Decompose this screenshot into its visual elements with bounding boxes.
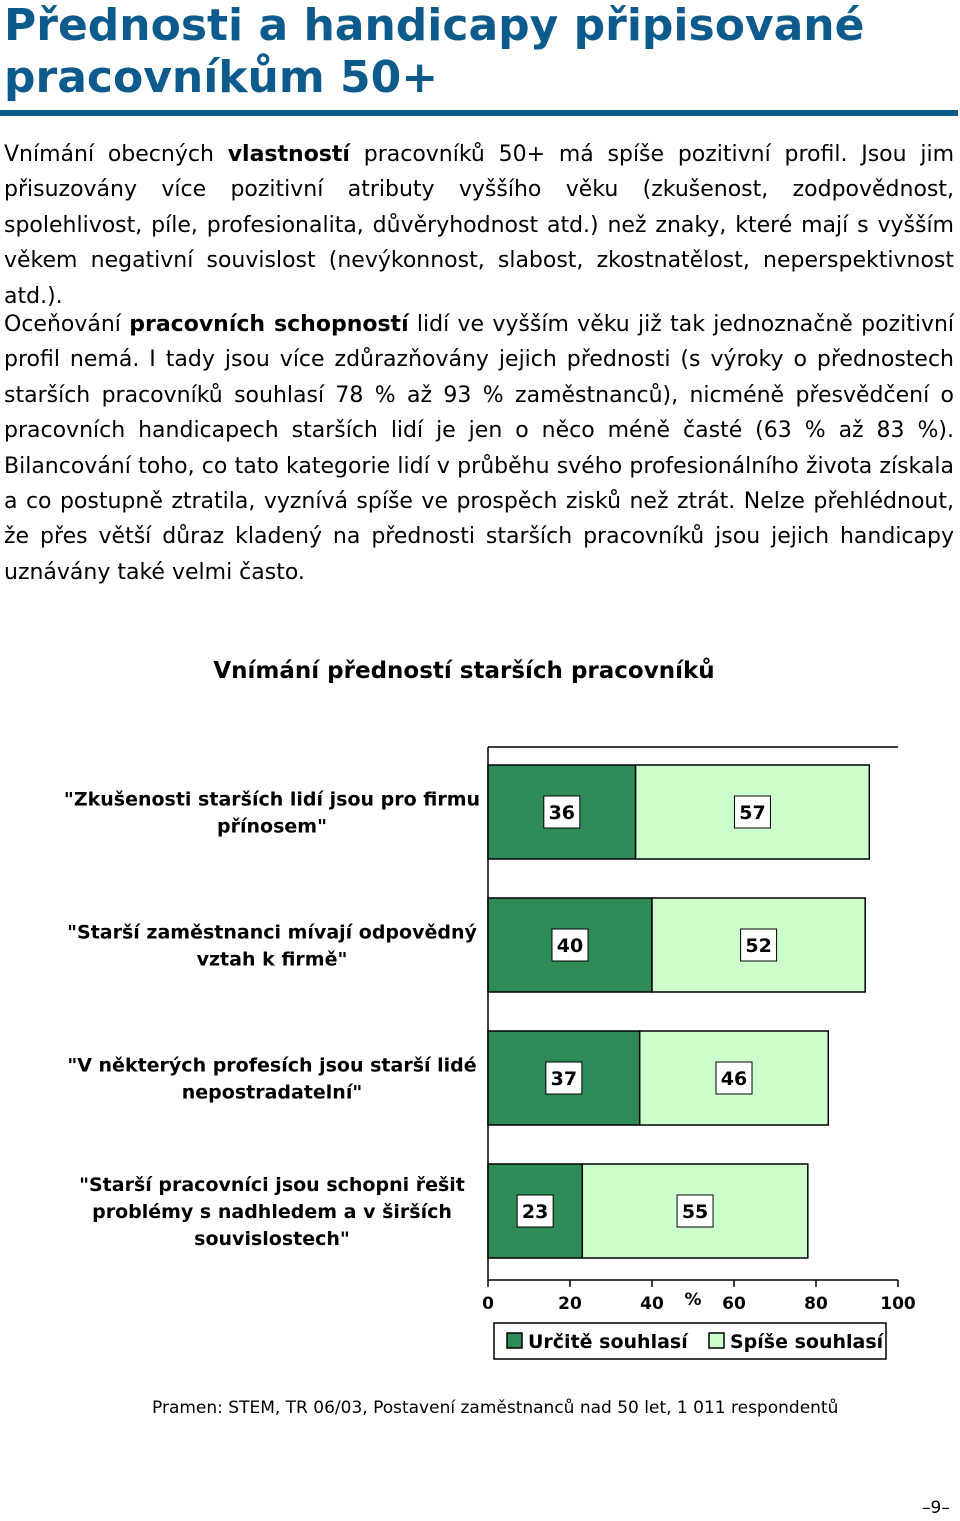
legend-label-definitely-agree: Určitě souhlasí (528, 1331, 688, 1353)
data-label-rather-agree: 57 (739, 802, 766, 824)
category-label: "Starší zaměstnanci mívají odpovědný (67, 921, 477, 944)
paragraph-2-text-start: Oceňování (4, 312, 130, 337)
paragraph-1-emphasis: vlastností (227, 142, 350, 167)
legend-swatch-rather-agree (709, 1333, 724, 1348)
category-label: vztah k firmě" (196, 948, 348, 971)
category-label: "Zkušenosti starších lidí jsou pro firmu (63, 788, 481, 811)
x-tick-label: 20 (558, 1294, 582, 1314)
category-label: problémy s nadhledem a v širších (92, 1201, 452, 1223)
data-label-definitely-agree: 23 (521, 1201, 549, 1223)
x-axis-label: % (684, 1290, 702, 1310)
data-label-rather-agree: 52 (745, 935, 772, 957)
x-tick-label: 60 (722, 1294, 746, 1314)
data-label-definitely-agree: 36 (548, 802, 576, 824)
category-label: nepostradatelní" (181, 1081, 363, 1104)
legend-swatch-definitely-agree (507, 1333, 522, 1348)
data-label-rather-agree: 55 (681, 1201, 709, 1223)
x-tick-label: 80 (804, 1294, 828, 1314)
data-label-definitely-agree: 37 (550, 1068, 578, 1090)
category-label: "V některých profesích jsou starší lidé (67, 1054, 477, 1077)
x-tick-label: 100 (880, 1294, 916, 1314)
source-note: Pramen: STEM, TR 06/03, Postavení zaměstnanců nad 50 let, 1 011 respondentů (152, 1398, 839, 1418)
category-label: přínosem" (217, 815, 327, 838)
category-label: "Starší pracovníci jsou schopni řešit (79, 1174, 465, 1196)
data-label-definitely-agree: 40 (556, 935, 584, 957)
category-label: souvislostech" (194, 1228, 350, 1250)
x-tick-label: 0 (482, 1294, 494, 1314)
page-number: –9– (922, 1498, 950, 1518)
x-tick-label: 40 (640, 1294, 664, 1314)
data-label-rather-agree: 46 (720, 1068, 748, 1090)
paragraph-1-text-end: pracovníků 50+ má spíše pozitivní profil. Jsou jim přisuzovány více pozitivní atributy vyššího věku (zkušenost, zodpovědnost, spolehlivost, píle, profesionalita, důvěryhodnost atd.) než znaky, které mají s vyšším věkem negativní souvislost (nevýkonnost, slabost, zkostnatělost, neperspektivnost atd.). (4, 142, 955, 309)
paragraph-2-emphasis: pracovních schopností (129, 312, 409, 337)
chart-title: Vnímání předností starších pracovníků (213, 658, 715, 684)
paragraph-2-text-end: lidí ve vyšším věku již tak jednoznačně pozitivní profil nemá. I tady jsou více zdůrazňovány jejich přednosti (s výroky o přednostech starších pracovníků souhlasí 78 % až 93 % zaměstnanců), nicméně přesvědčení o pracovních handicapech starších lidí je jen o něco méně časté (63 % až 83 %). Bilancování toho, co tato kategorie lidí v průběhu svého profesionálního života získala a co postupně ztratila, vyznívá spíše ve prospěch zisků než ztrát. Nelze přehlédnout, že přes větší důraz kladený na přednosti starších pracovníků jsou jejich handicapy uznávány také velmi často. (4, 312, 955, 585)
page-title: Přednosti a handicapy připisované pracovníkům 50+ (4, 0, 865, 103)
paragraph-1-text-start: Vnímání obecných (4, 142, 228, 167)
legend-label-rather-agree: Spíše souhlasí (730, 1331, 884, 1353)
